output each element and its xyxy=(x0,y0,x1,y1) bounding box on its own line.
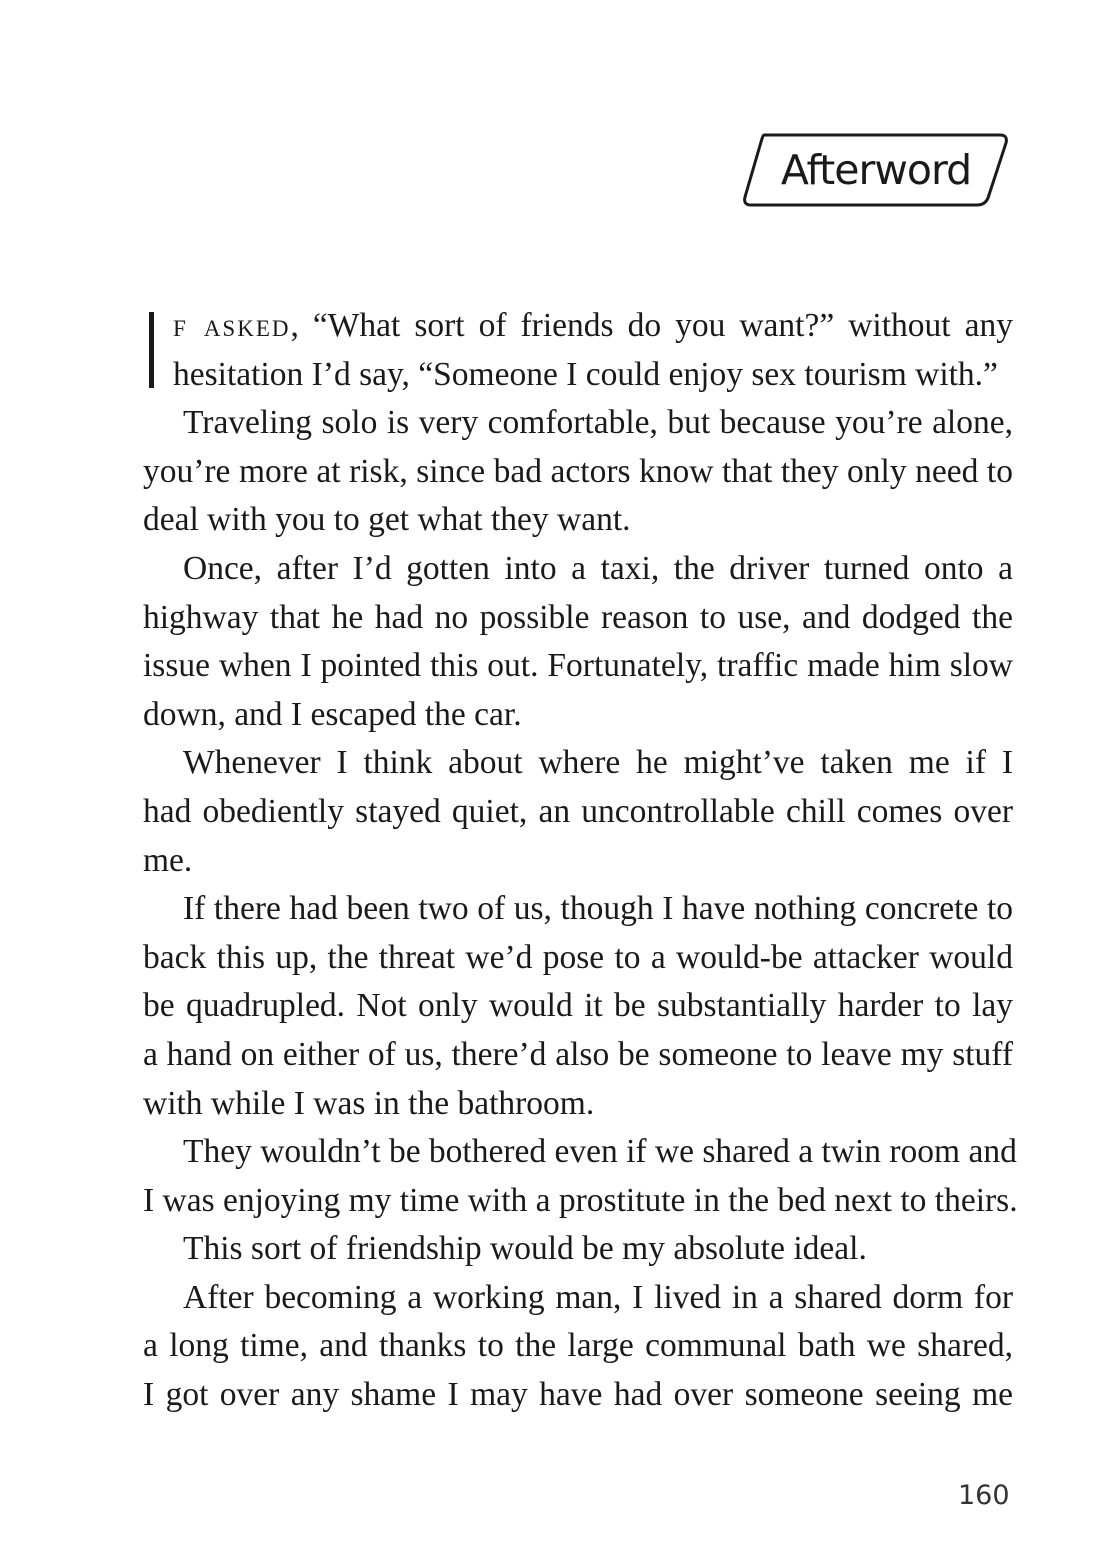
chapter-heading-frame xyxy=(742,132,1010,208)
text-line-20: This sort of friendship would be my absolute ideal. xyxy=(183,1230,867,1268)
page-number: 160 xyxy=(958,1480,1010,1511)
text-line-18: They wouldn’t be bothered even if we shared a twin room and xyxy=(183,1133,1017,1171)
text-line-5: deal with you to get what they want. xyxy=(143,501,631,539)
text-line-2: hesitation I’d say, “Someone I could enjoy sex tourism with.” xyxy=(173,355,998,393)
text-line-17: with while I was in the bathroom. xyxy=(143,1084,595,1122)
text-line-3: Traveling solo is very comfortable, but because you’re alone, xyxy=(183,404,1013,442)
text-line-15: be quadrupled. Not only would it be substantially harder to lay xyxy=(143,987,1013,1025)
opening-small-caps: f asked xyxy=(173,307,291,344)
text-line-4: you’re more at risk, since bad actors know that they only need to xyxy=(143,452,1013,490)
text-line-19: I was enjoying my time with a prostitute in the bed next to theirs. xyxy=(143,1181,1018,1219)
opening-line-rest: , “What sort of friends do you want?” without any xyxy=(290,307,1013,344)
text-line-8: issue when I pointed this out. Fortunately, traffic made him slow xyxy=(143,647,1013,685)
text-line-1 xyxy=(143,302,1013,351)
text-line-11: had obediently stayed quiet, an uncontrollable chill comes over xyxy=(143,792,1013,830)
text-line-14: back this up, the threat we’d pose to a would-be attacker would xyxy=(143,938,1013,976)
body-text xyxy=(143,302,1018,1420)
text-line-21: After becoming a working man, I lived in a shared dorm for xyxy=(183,1278,1013,1316)
text-line-13: If there had been two of us, though I have nothing concrete to xyxy=(183,890,1013,928)
text-line-6: Once, after I’d gotten into a taxi, the driver turned onto a xyxy=(183,549,1013,587)
text-line-23: I got over any shame I may have had over someone seeing me xyxy=(143,1376,1013,1414)
text-line-12: me. xyxy=(143,841,193,879)
text-line-9: down, and I escaped the car. xyxy=(143,695,522,733)
text-line-22: a long time, and thanks to the large communal bath we shared, xyxy=(143,1327,1013,1365)
chapter-title: Afterword xyxy=(780,146,972,194)
text-line-7: highway that he had no possible reason to use, and dodged the xyxy=(143,598,1013,636)
text-line-16: a hand on either of us, there’d also be someone to leave my stuff xyxy=(143,1035,1013,1073)
text-line-10: Whenever I think about where he might’ve taken me if I xyxy=(183,744,1013,782)
